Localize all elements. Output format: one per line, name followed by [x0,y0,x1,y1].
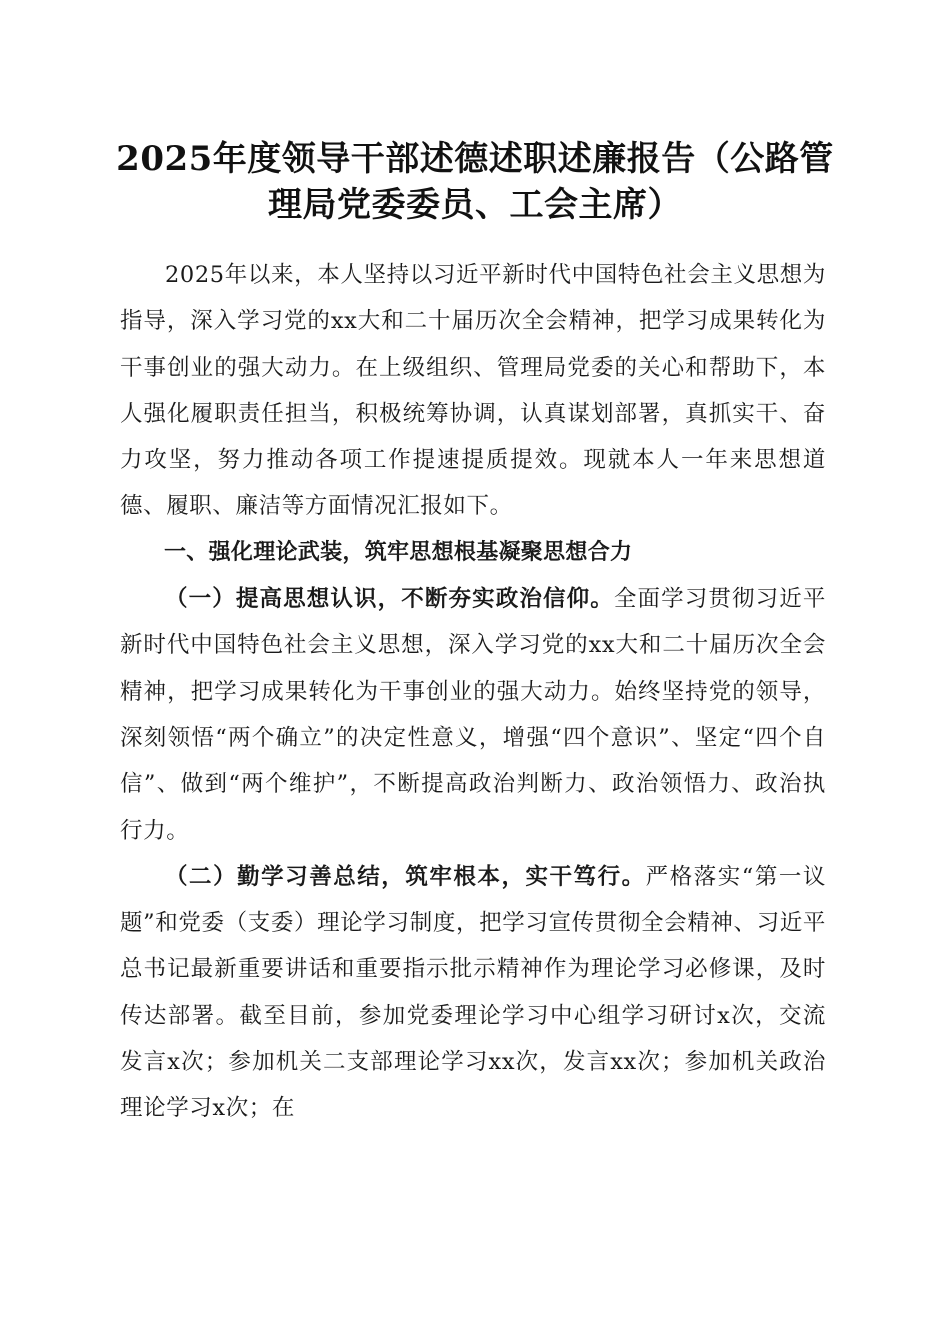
subsection-lead-2: （二）勤学习善总结，筑牢根本，实干笃行。 [165,863,646,890]
subsection-text-2: 严格落实“第一议题”和党委（支委）理论学习制度，把学习宣传贯彻全会精神、习近平总书记最新重要讲话和重要指示批示精神作为理论学习必修课，及时传达部署。截至目前，参加党委理论学习中心组学习研讨x次，交流发言x次；参加机关二支部理论学习xx次，发言xx次；参加机关政治理论学习x次；在 [120,863,826,1122]
section-heading-1 [120,530,826,576]
section-heading-text: 一、强化理论武装，筑牢思想根基凝聚思想合力 [164,539,633,565]
document-body [120,252,826,1132]
subsection-paragraph-1 [120,576,826,854]
intro-text: 2025年以来，本人坚持以习近平新时代中国特色社会主义思想为指导，深入学习党的xx大和二十届历次全会精神，把学习成果转化为干事创业的强大动力。在上级组织、管理局党委的关心和帮助下，本人强化履职责任担当，积极统筹协调，认真谋划部署，真抓实干、奋力攻坚，努力推动各项工作提速提质提效。现就本人一年来思想道德、履职、廉洁等方面情况汇报如下。 [120,262,826,520]
subsection-paragraph-2 [120,854,826,1132]
document-title: 2025年度领导干部述德述职述廉报告（公路管理局党委委员、工会主席） [116,139,834,225]
subsection-lead-1: （一）提高思想认识，不断夯实政治信仰。 [165,586,614,613]
intro-paragraph [120,252,826,530]
subsection-text-1: 全面学习贯彻习近平新时代中国特色社会主义思想，深入学习党的xx大和二十届历次全会精神，把学习成果转化为干事创业的强大动力。始终坚持党的领导，深刻领悟“两个确立”的决定性意义，增强“四个意识”、坚定“四个自信”、做到“两个维护”，不断提高政治判断力、政治领悟力、政治执行力。 [120,586,826,844]
